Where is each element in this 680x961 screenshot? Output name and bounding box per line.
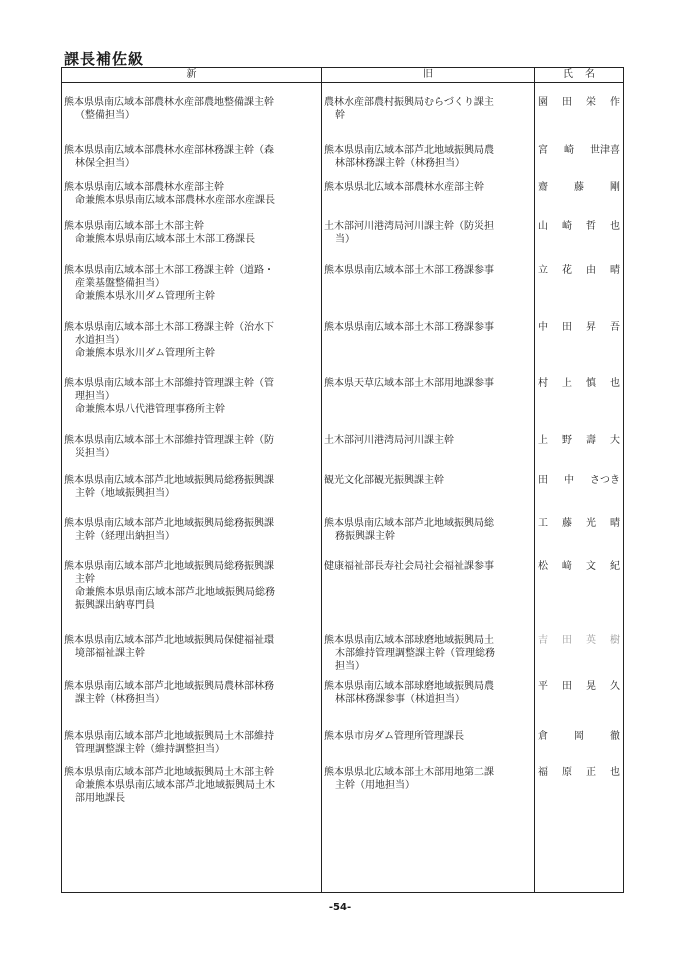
name-char: 吉	[538, 635, 548, 646]
person-name-cell	[538, 377, 620, 390]
person-name-cell	[538, 144, 620, 157]
name-char: 正	[586, 767, 596, 778]
new-position-line: 部用地課長	[75, 793, 125, 804]
new-position-line: 熊本県県南広域本部芦北地域振興局総務振興課	[64, 518, 274, 529]
old-position-line: 熊本県県北広域本部土木部用地第二課	[324, 767, 494, 778]
new-position-line: 災担当）	[75, 448, 115, 459]
person-name-cell	[538, 321, 620, 334]
column-divider	[534, 68, 535, 892]
name-char: 山	[538, 221, 548, 232]
name-char: 久	[610, 681, 620, 692]
person-name-cell	[538, 220, 620, 233]
name-char: 松	[538, 561, 548, 572]
old-position-line: 熊本県県南広域本部球磨地域振興局農	[324, 681, 494, 692]
new-position-line: 課主幹（林務担当）	[75, 694, 165, 705]
old-position-line: 熊本県県南広域本部土木部工務課参事	[324, 322, 494, 333]
new-position-line: 林保全担当）	[75, 158, 135, 169]
name-char: 上	[538, 435, 548, 446]
new-position-cell	[64, 634, 319, 660]
person-name-cell	[538, 680, 620, 693]
new-position-line: 命兼熊本県氷川ダム管理所主幹	[75, 348, 215, 359]
new-position-line: 熊本県県南広域本部芦北地域振興局総務振興課	[64, 475, 274, 486]
name-char: 文	[586, 561, 596, 572]
name-char: 世津喜	[590, 145, 620, 156]
old-position-cell	[324, 264, 532, 277]
name-char: 樹	[610, 635, 620, 646]
name-char: 中	[564, 475, 574, 486]
name-char: 花	[562, 265, 572, 276]
new-position-line: 熊本県県南広域本部芦北地域振興局土木部維持	[64, 731, 274, 742]
new-position-line: 熊本県県南広域本部土木部工務課主幹（道路・	[64, 265, 274, 276]
name-char: 徹	[610, 731, 620, 742]
old-position-cell	[324, 144, 532, 170]
person-name-cell	[538, 181, 620, 194]
new-position-line: 命兼熊本県県南広域本部芦北地域振興局土木	[75, 780, 275, 791]
page-title: 課長補佐級	[64, 50, 145, 68]
old-position-line: 熊本県県南広域本部球磨地域振興局土	[324, 635, 494, 646]
new-position-line: 熊本県県南広域本部農林水産部林務課主幹（森	[64, 145, 274, 156]
header-name: 氏名	[563, 69, 607, 80]
old-position-cell	[324, 220, 532, 246]
new-position-line: 命兼熊本県氷川ダム管理所主幹	[75, 291, 215, 302]
name-char: 大	[610, 435, 620, 446]
name-char: 上	[562, 378, 572, 389]
name-char: 晴	[610, 518, 620, 529]
old-position-cell	[324, 730, 532, 743]
old-position-line: 熊本県県南広域本部芦北地域振興局総	[324, 518, 494, 529]
name-char: 藤	[562, 518, 572, 529]
name-char: 田	[562, 635, 572, 646]
new-position-cell	[64, 181, 319, 207]
new-position-line: 命兼熊本県県南広域本部土木部工務課長	[75, 234, 255, 245]
name-char: 作	[610, 97, 620, 108]
name-char: 栄	[586, 97, 596, 108]
old-position-line: 幹	[335, 110, 345, 121]
new-position-line: 水道担当）	[75, 335, 125, 346]
new-position-line: 熊本県県南広域本部芦北地域振興局総務振興課	[64, 561, 274, 572]
header-old: 旧	[423, 69, 433, 80]
name-char: 崎	[564, 145, 574, 156]
new-position-cell	[64, 321, 319, 360]
personnel-table	[61, 67, 624, 893]
new-position-line: 熊本県県南広域本部芦北地域振興局保健福祉環	[64, 635, 274, 646]
old-position-line: 熊本県市房ダム管理所管理課長	[324, 731, 464, 742]
new-position-line: 熊本県県南広域本部土木部主幹	[64, 221, 204, 232]
new-position-line: （整備担当）	[75, 110, 135, 121]
new-position-line: 境部福祉課主幹	[75, 648, 145, 659]
name-char: 福	[538, 767, 548, 778]
new-position-cell	[64, 766, 319, 805]
new-position-cell	[64, 517, 319, 543]
new-position-cell	[64, 730, 319, 756]
name-char: 光	[586, 518, 596, 529]
name-char: 晃	[586, 681, 596, 692]
person-name-cell	[538, 560, 620, 573]
new-position-line: 命兼熊本県県南広域本部芦北地域振興局総務	[75, 587, 275, 598]
old-position-cell	[324, 766, 532, 792]
new-position-cell	[64, 474, 319, 500]
new-position-line: 主幹	[75, 574, 95, 585]
old-position-cell	[324, 377, 532, 390]
new-position-line: 熊本県県南広域本部土木部工務課主幹（治水下	[64, 322, 274, 333]
name-char: 倉	[538, 731, 548, 742]
new-position-line: 熊本県県南広域本部土木部維持管理課主幹（管	[64, 378, 274, 389]
person-name-cell	[538, 96, 620, 109]
person-name-cell	[538, 517, 620, 530]
name-char: 藤	[574, 182, 584, 193]
header-new: 新	[186, 69, 197, 80]
old-position-cell	[324, 434, 532, 447]
old-position-line: 林部林務課主幹（林務担当）	[335, 158, 465, 169]
column-divider	[321, 68, 322, 892]
new-position-cell	[64, 560, 319, 612]
name-char: 岡	[574, 731, 584, 742]
name-char: 壽	[586, 435, 596, 446]
new-position-line: 産業基盤整備担当）	[75, 278, 165, 289]
name-char: 剛	[610, 182, 620, 193]
name-char: 村	[538, 378, 548, 389]
new-position-cell	[64, 220, 319, 246]
old-position-line: 土木部河川港湾局河川課主幹（防災担	[324, 221, 494, 232]
new-position-cell	[64, 144, 319, 170]
new-position-line: 熊本県県南広域本部土木部維持管理課主幹（防	[64, 435, 274, 446]
old-position-line: 木部維持管理調整課主幹（管理総務	[335, 648, 495, 659]
new-position-line: 熊本県県南広域本部農林水産部農地整備課主幹	[64, 97, 274, 108]
old-position-line: 土木部河川港湾局河川課主幹	[324, 435, 454, 446]
new-position-cell	[64, 680, 319, 706]
old-position-line: 務振興課主幹	[335, 531, 395, 542]
name-char: 崎	[562, 221, 572, 232]
new-position-line: 熊本県県南広域本部農林水産部主幹	[64, 182, 224, 193]
person-name-cell	[538, 766, 620, 779]
new-position-cell	[64, 434, 319, 460]
name-char: 宮	[538, 145, 548, 156]
name-char: 由	[586, 265, 596, 276]
name-char: 也	[610, 221, 620, 232]
old-position-line: 林部林務課参事（林道担当）	[335, 694, 465, 705]
person-name-cell	[538, 730, 620, 743]
name-char: 齋	[538, 182, 548, 193]
new-position-cell	[64, 264, 319, 303]
page-number: -54-	[328, 902, 352, 913]
new-position-line: 管理調整課主幹（維持調整担当）	[75, 744, 225, 755]
new-position-cell	[64, 96, 319, 122]
new-position-line: 主幹（地域振興担当）	[75, 488, 175, 499]
person-name-cell	[538, 634, 620, 647]
new-position-cell	[64, 377, 319, 416]
old-position-cell	[324, 517, 532, 543]
old-position-cell	[324, 560, 532, 573]
name-char: 田	[562, 681, 572, 692]
name-char: 也	[610, 767, 620, 778]
old-position-cell	[324, 96, 532, 122]
person-name-cell	[538, 264, 620, 277]
old-position-cell	[324, 634, 532, 673]
name-char: さつき	[590, 475, 620, 486]
name-char: 昇	[586, 322, 596, 333]
new-position-line: 命兼熊本県県南広域本部農林水産部水産課長	[75, 195, 275, 206]
new-position-line: 熊本県県南広域本部芦北地域振興局農林部林務	[64, 681, 274, 692]
person-name-cell	[538, 474, 620, 487]
old-position-cell	[324, 474, 532, 487]
table-header-row	[62, 68, 623, 83]
old-position-line: 健康福祉部長寿社会局社会福祉課参事	[324, 561, 494, 572]
old-position-line: 観光文化部観光振興課主幹	[324, 475, 444, 486]
name-char: 紀	[610, 561, 620, 572]
old-position-cell	[324, 181, 532, 194]
new-position-line: 振興課出納専門員	[75, 600, 155, 611]
old-position-line: 熊本県県南広域本部芦北地域振興局農	[324, 145, 494, 156]
old-position-line: 熊本県天草広域本部土木部用地課参事	[324, 378, 494, 389]
name-char: 慎	[586, 378, 596, 389]
name-char: 英	[586, 635, 596, 646]
old-position-line: 主幹（用地担当）	[335, 780, 415, 791]
name-char: 中	[538, 322, 548, 333]
name-char: 工	[538, 518, 548, 529]
name-char: 園	[538, 97, 548, 108]
new-position-line: 理担当）	[75, 391, 115, 402]
name-char: 平	[538, 681, 548, 692]
name-char: 原	[562, 767, 572, 778]
name-char: 晴	[610, 265, 620, 276]
old-position-line: 熊本県県南広域本部土木部工務課参事	[324, 265, 494, 276]
old-position-line: 担当）	[335, 661, 365, 672]
name-char: 田	[562, 97, 572, 108]
old-position-line: 熊本県県北広域本部農林水産部主幹	[324, 182, 484, 193]
old-position-cell	[324, 680, 532, 706]
new-position-line: 主幹（経理出納担当）	[75, 531, 175, 542]
name-char: 田	[538, 475, 548, 486]
new-position-line: 命兼熊本県八代港管理事務所主幹	[75, 404, 225, 415]
name-char: 野	[562, 435, 572, 446]
old-position-cell	[324, 321, 532, 334]
name-char: 吾	[610, 322, 620, 333]
person-name-cell	[538, 434, 620, 447]
name-char: 哲	[586, 221, 596, 232]
name-char: 立	[538, 265, 548, 276]
new-position-line: 熊本県県南広域本部芦北地域振興局土木部主幹	[64, 767, 274, 778]
name-char: 也	[610, 378, 620, 389]
old-position-line: 当）	[335, 234, 355, 245]
name-char: 田	[562, 322, 572, 333]
old-position-line: 農林水産部農村振興局むらづくり課主	[324, 97, 494, 108]
name-char: 﨑	[562, 561, 572, 572]
